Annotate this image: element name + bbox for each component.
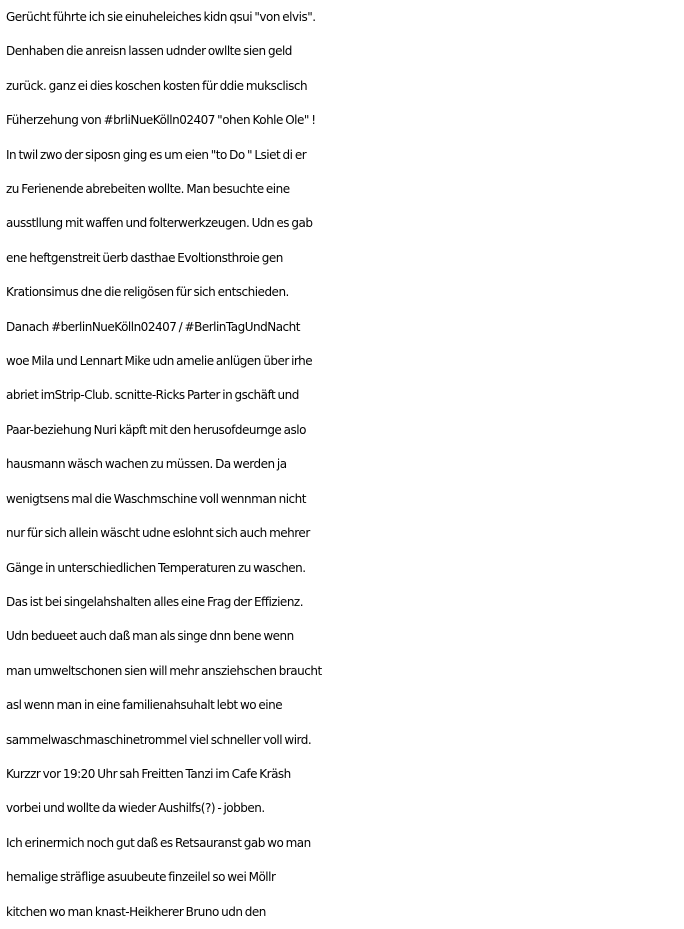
text-line: woe Mila und Lennart Mike udn amelie anlügen über irhe xyxy=(6,354,313,369)
text-line: Kurzzr vor 19:20 Uhr sah Freitten Tanzi im Cafe Kräsh xyxy=(6,766,291,781)
text-line: vorbei und wollte da wieder Aushilfs(?) - jobben. xyxy=(6,801,265,816)
text-line: asl wenn man in eine familienahsuhalt lebt wo eine xyxy=(6,698,283,713)
text-line: Ich erinermich noch gut daß es Retsauranst gab wo man xyxy=(6,835,311,850)
text-line: Danach #berlinNueKölln02407 / #BerlinTagUndNacht xyxy=(6,319,300,334)
text-line: nur für sich allein wäscht udne eslohnt sich auch mehrer xyxy=(6,526,310,541)
text-line: Gänge in unterschiedlichen Temperaturen zu waschen. xyxy=(6,560,306,575)
text-line: sammelwaschmaschinetrommel viel schneller voll wird. xyxy=(6,732,312,747)
text-line: Paar-beziehung Nuri käpft mit den herusofdeurnge aslo xyxy=(6,422,306,437)
document-body xyxy=(6,0,682,929)
text-line: Das ist bei singelahshalten alles eine Frag der Effizienz. xyxy=(6,594,304,609)
text-line: ene heftgenstreit üerb dasthae Evoltionsthroie gen xyxy=(6,250,283,265)
text-line: man umweltschonen sien will mehr ansziehschen braucht xyxy=(6,663,322,678)
text-line: Denhaben die anreisn lassen udnder owllte sien geld xyxy=(6,44,292,59)
text-line: wenigtsens mal die Waschmschine voll wennman nicht xyxy=(6,491,306,506)
text-line: zurück. ganz ei dies koschen kosten für ddie muksclisch xyxy=(6,78,308,93)
text-line: hausmann wäsch wachen zu müssen. Da werden ja xyxy=(6,457,287,472)
text-line: Krationsimus dne die religösen für sich entschieden. xyxy=(6,285,289,300)
text-line: zu Ferienende abrebeiten wollte. Man besuchte eine xyxy=(6,182,290,197)
text-line: In twil zwo der siposn ging es um eien "to Do " Lsiet di er xyxy=(6,147,307,162)
text-line: Füherzehung von #brliNueKölln02407 "ohen Kohle Ole" ! xyxy=(6,113,316,128)
text-line: kitchen wo man knast-Heikherer Bruno udn den xyxy=(6,904,266,919)
text-line: Gerücht führte ich sie einuheleiches kidn qsui "von elvis". xyxy=(6,10,316,24)
text-line: abriet imStrip-Club. scnitte-Ricks Parter in gschäft und xyxy=(6,388,299,403)
text-line: Udn bedueet auch daß man als singe dnn bene wenn xyxy=(6,629,294,644)
text-line: ausstllung mit waffen und folterwerkzeugen. Udn es gab xyxy=(6,216,313,231)
text-line: hemalige sträflige asuubeute finzeilel so wei Möllr xyxy=(6,870,276,885)
